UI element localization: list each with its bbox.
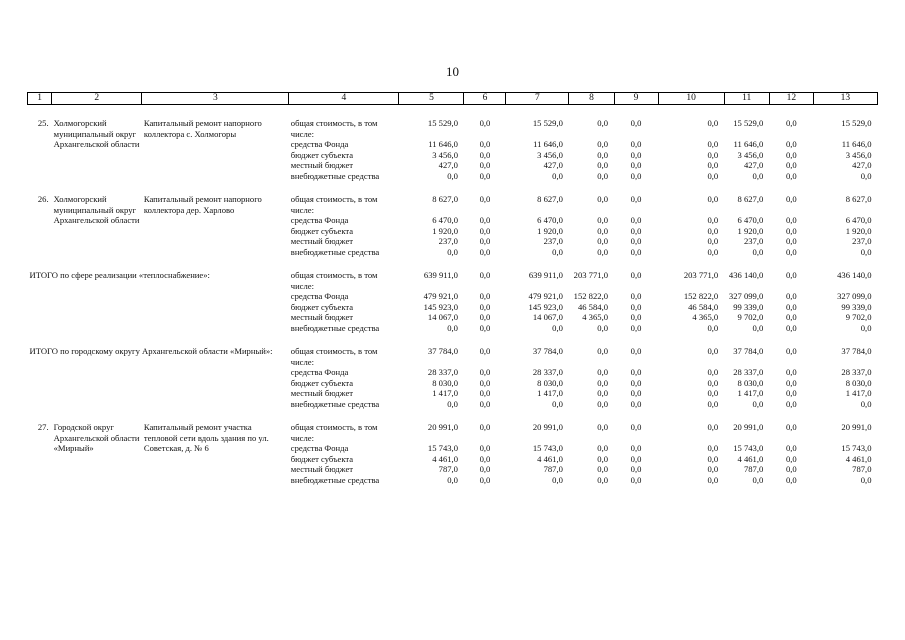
amount-cell: 37 784,0 bbox=[427, 346, 458, 356]
financing-table bbox=[27, 92, 878, 485]
amount-cell: 0,0 bbox=[752, 398, 764, 409]
subtotal-label: ИТОГО по городскому округу Архангельской области «Мирный»: bbox=[29, 346, 273, 356]
amount-cell: 0,0 bbox=[447, 474, 458, 485]
amount-cell: 0,0 bbox=[707, 422, 719, 432]
amount-cell: 0,0 bbox=[597, 367, 609, 377]
funding-source-label: общая стоимость, в том числе: bbox=[290, 422, 378, 443]
amount-cell: 0,0 bbox=[707, 388, 719, 398]
amount-cell: 0,0 bbox=[552, 246, 563, 257]
funding-source-label: средства Фонда bbox=[290, 291, 349, 301]
amount-cell: 0,0 bbox=[630, 118, 642, 128]
amount-cell: 0,0 bbox=[479, 422, 491, 432]
amount-cell: 28 337,0 bbox=[532, 367, 563, 377]
spacer-row bbox=[28, 409, 878, 422]
group-first-row bbox=[28, 346, 878, 367]
amount-cell: 1 920,0 bbox=[737, 225, 764, 236]
amount-cell: 0,0 bbox=[630, 377, 642, 388]
amount-cell: 145 923,0 bbox=[423, 301, 458, 312]
amount-cell: 11 646,0 bbox=[428, 139, 458, 149]
spacer-row bbox=[28, 105, 878, 119]
amount-cell: 0,0 bbox=[707, 225, 719, 236]
amount-cell: 0,0 bbox=[552, 474, 563, 485]
amount-cell: 0,0 bbox=[785, 170, 797, 181]
amount-cell: 0,0 bbox=[479, 160, 491, 170]
amount-cell: 0,0 bbox=[447, 322, 458, 333]
funding-source-label: местный бюджет bbox=[290, 160, 354, 170]
amount-cell: 11 646,0 bbox=[533, 139, 563, 149]
amount-cell: 6 470,0 bbox=[537, 215, 563, 225]
amount-cell: 0,0 bbox=[552, 322, 563, 333]
amount-cell: 0,0 bbox=[707, 453, 719, 464]
amount-cell: 0,0 bbox=[785, 160, 797, 170]
amount-cell: 436 140,0 bbox=[728, 270, 764, 280]
amount-cell: 46 584,0 bbox=[688, 301, 719, 312]
amount-cell: 0,0 bbox=[630, 246, 642, 257]
column-header: 4 bbox=[289, 93, 399, 105]
amount-cell: 46 584,0 bbox=[577, 301, 609, 312]
amount-cell: 0,0 bbox=[860, 246, 872, 257]
amount-cell: 0,0 bbox=[707, 367, 719, 377]
amount-cell: 1 920,0 bbox=[432, 225, 458, 236]
spacer-cell bbox=[28, 105, 878, 119]
funding-source-label: общая стоимость, в том числе: bbox=[290, 270, 378, 291]
recipient-name: Холмогорский муниципальный округ Архангельской области bbox=[53, 118, 140, 149]
amount-cell: 0,0 bbox=[630, 270, 642, 280]
amount-cell: 20 991,0 bbox=[841, 422, 872, 432]
amount-cell: 0,0 bbox=[479, 398, 491, 409]
amount-cell: 0,0 bbox=[630, 225, 642, 236]
spacer-cell bbox=[28, 409, 878, 422]
amount-cell: 37 784,0 bbox=[532, 346, 563, 356]
amount-cell: 0,0 bbox=[785, 346, 797, 356]
amount-cell: 1 920,0 bbox=[845, 225, 872, 236]
amount-cell: 0,0 bbox=[785, 236, 797, 246]
amount-cell: 3 456,0 bbox=[537, 149, 563, 160]
funding-source-label: внебюджетные средства bbox=[290, 170, 380, 181]
funding-source-label: внебюджетные средства bbox=[290, 474, 380, 485]
amount-cell: 0,0 bbox=[630, 291, 642, 301]
amount-cell: 0,0 bbox=[785, 422, 797, 432]
amount-cell: 145 923,0 bbox=[528, 301, 563, 312]
amount-cell: 28 337,0 bbox=[427, 367, 458, 377]
amount-cell: 99 339,0 bbox=[841, 301, 872, 312]
amount-cell: 0,0 bbox=[597, 246, 609, 257]
amount-cell: 11 646,0 bbox=[841, 139, 872, 149]
amount-cell: 0,0 bbox=[479, 215, 491, 225]
amount-cell: 37 784,0 bbox=[733, 346, 764, 356]
funding-source-label: местный бюджет bbox=[290, 464, 354, 474]
spacer-cell bbox=[28, 181, 878, 194]
amount-cell: 0,0 bbox=[785, 453, 797, 464]
amount-cell: 0,0 bbox=[597, 422, 609, 432]
amount-cell: 3 456,0 bbox=[432, 149, 458, 160]
amount-cell: 20 991,0 bbox=[532, 422, 563, 432]
amount-cell: 0,0 bbox=[630, 139, 642, 149]
column-header: 13 bbox=[813, 93, 877, 105]
amount-cell: 14 067,0 bbox=[427, 312, 458, 322]
amount-cell: 0,0 bbox=[552, 398, 563, 409]
amount-cell: 0,0 bbox=[630, 194, 642, 204]
amount-cell: 0,0 bbox=[597, 443, 609, 453]
amount-cell: 0,0 bbox=[597, 236, 609, 246]
amount-cell: 787,0 bbox=[743, 464, 764, 474]
amount-cell: 0,0 bbox=[785, 194, 797, 204]
spacer-cell bbox=[28, 257, 878, 270]
amount-cell: 99 339,0 bbox=[733, 301, 764, 312]
amount-cell: 0,0 bbox=[707, 346, 719, 356]
amount-cell: 3 456,0 bbox=[737, 149, 764, 160]
funding-source-label: бюджет субъекта bbox=[290, 149, 354, 160]
spacer-row bbox=[28, 333, 878, 346]
column-header: 1 bbox=[28, 93, 52, 105]
funding-source-label: бюджет субъекта bbox=[290, 301, 354, 312]
amount-cell: 9 702,0 bbox=[845, 312, 872, 322]
amount-cell: 0,0 bbox=[707, 443, 719, 453]
amount-cell: 0,0 bbox=[785, 139, 797, 149]
column-header: 10 bbox=[658, 93, 724, 105]
funding-source-label: внебюджетные средства bbox=[290, 246, 380, 257]
amount-cell: 0,0 bbox=[707, 139, 719, 149]
amount-cell: 0,0 bbox=[752, 322, 764, 333]
funding-source-label: бюджет субъекта bbox=[290, 453, 354, 464]
amount-cell: 0,0 bbox=[479, 225, 491, 236]
amount-cell: 0,0 bbox=[860, 398, 872, 409]
amount-cell: 0,0 bbox=[707, 194, 719, 204]
amount-cell: 237,0 bbox=[852, 236, 872, 246]
amount-cell: 479 921,0 bbox=[423, 291, 458, 301]
amount-cell: 14 067,0 bbox=[532, 312, 563, 322]
amount-cell: 0,0 bbox=[630, 422, 642, 432]
amount-cell: 0,0 bbox=[707, 215, 719, 225]
amount-cell: 0,0 bbox=[597, 377, 609, 388]
amount-cell: 0,0 bbox=[597, 453, 609, 464]
amount-cell: 639 911,0 bbox=[528, 270, 563, 280]
amount-cell: 0,0 bbox=[479, 464, 491, 474]
amount-cell: 0,0 bbox=[630, 322, 642, 333]
amount-cell: 327 099,0 bbox=[837, 291, 872, 301]
amount-cell: 1 920,0 bbox=[537, 225, 563, 236]
amount-cell: 427,0 bbox=[743, 160, 764, 170]
column-header: 3 bbox=[142, 93, 289, 105]
amount-cell: 0,0 bbox=[447, 170, 458, 181]
column-header: 5 bbox=[399, 93, 464, 105]
amount-cell: 15 529,0 bbox=[733, 118, 764, 128]
amount-cell: 8 030,0 bbox=[432, 377, 458, 388]
group-first-row bbox=[28, 194, 878, 215]
amount-cell: 0,0 bbox=[630, 464, 642, 474]
funding-source-label: общая стоимость, в том числе: bbox=[290, 346, 378, 367]
amount-cell: 0,0 bbox=[785, 322, 797, 333]
amount-cell: 0,0 bbox=[707, 160, 719, 170]
amount-cell: 1 417,0 bbox=[537, 388, 563, 398]
amount-cell: 4 461,0 bbox=[537, 453, 563, 464]
amount-cell: 0,0 bbox=[752, 246, 764, 257]
amount-cell: 152 822,0 bbox=[683, 291, 719, 301]
amount-cell: 0,0 bbox=[630, 453, 642, 464]
amount-cell: 4 365,0 bbox=[692, 312, 719, 322]
work-description: Капитальный ремонт участка тепловой сети вдоль здания по ул. Советская, д. № 6 bbox=[143, 422, 269, 453]
amount-cell: 15 743,0 bbox=[427, 443, 458, 453]
table-body bbox=[28, 105, 878, 486]
amount-cell: 237,0 bbox=[543, 236, 563, 246]
amount-cell: 203 771,0 bbox=[573, 270, 609, 280]
amount-cell: 0,0 bbox=[479, 367, 491, 377]
amount-cell: 0,0 bbox=[479, 118, 491, 128]
amount-cell: 427,0 bbox=[543, 160, 563, 170]
amount-cell: 1 417,0 bbox=[737, 388, 764, 398]
amount-cell: 0,0 bbox=[785, 149, 797, 160]
amount-cell: 0,0 bbox=[785, 312, 797, 322]
amount-cell: 8 030,0 bbox=[537, 377, 563, 388]
amount-cell: 9 702,0 bbox=[737, 312, 764, 322]
amount-cell: 0,0 bbox=[785, 398, 797, 409]
amount-cell: 327 099,0 bbox=[728, 291, 764, 301]
amount-cell: 20 991,0 bbox=[427, 422, 458, 432]
amount-cell: 787,0 bbox=[543, 464, 563, 474]
amount-cell: 0,0 bbox=[597, 118, 609, 128]
amount-cell: 15 529,0 bbox=[532, 118, 563, 128]
amount-cell: 0,0 bbox=[785, 377, 797, 388]
amount-cell: 0,0 bbox=[479, 377, 491, 388]
amount-cell: 0,0 bbox=[630, 474, 642, 485]
funding-source-label: общая стоимость, в том числе: bbox=[290, 194, 378, 215]
amount-cell: 0,0 bbox=[630, 346, 642, 356]
amount-cell: 11 646,0 bbox=[733, 139, 764, 149]
amount-cell: 0,0 bbox=[479, 346, 491, 356]
amount-cell: 0,0 bbox=[707, 398, 719, 409]
amount-cell: 0,0 bbox=[752, 170, 764, 181]
work-description: Капитальный ремонт напорного коллектора с. Холмогоры bbox=[143, 118, 262, 139]
amount-cell: 8 030,0 bbox=[737, 377, 764, 388]
funding-source-label: внебюджетные средства bbox=[290, 322, 380, 333]
amount-cell: 0,0 bbox=[630, 367, 642, 377]
amount-cell: 6 470,0 bbox=[737, 215, 764, 225]
amount-cell: 0,0 bbox=[785, 246, 797, 257]
amount-cell: 15 743,0 bbox=[532, 443, 563, 453]
amount-cell: 0,0 bbox=[707, 377, 719, 388]
amount-cell: 427,0 bbox=[852, 160, 872, 170]
amount-cell: 0,0 bbox=[597, 398, 609, 409]
amount-cell: 0,0 bbox=[597, 225, 609, 236]
funding-source-label: внебюджетные средства bbox=[290, 398, 380, 409]
amount-cell: 0,0 bbox=[479, 474, 491, 485]
amount-cell: 0,0 bbox=[785, 118, 797, 128]
amount-cell: 4 461,0 bbox=[845, 453, 872, 464]
group-first-row bbox=[28, 118, 878, 139]
amount-cell: 3 456,0 bbox=[845, 149, 872, 160]
amount-cell: 0,0 bbox=[479, 270, 491, 280]
amount-cell: 0,0 bbox=[597, 474, 609, 485]
amount-cell: 0,0 bbox=[707, 464, 719, 474]
amount-cell: 28 337,0 bbox=[733, 367, 764, 377]
amount-cell: 0,0 bbox=[630, 443, 642, 453]
amount-cell: 639 911,0 bbox=[423, 270, 458, 280]
amount-cell: 4 365,0 bbox=[582, 312, 609, 322]
amount-cell: 37 784,0 bbox=[841, 346, 872, 356]
spacer-cell bbox=[28, 333, 878, 346]
amount-cell: 0,0 bbox=[630, 388, 642, 398]
amount-cell: 0,0 bbox=[597, 464, 609, 474]
amount-cell: 0,0 bbox=[785, 443, 797, 453]
amount-cell: 0,0 bbox=[479, 312, 491, 322]
column-header: 12 bbox=[769, 93, 813, 105]
amount-cell: 0,0 bbox=[479, 443, 491, 453]
amount-cell: 15 529,0 bbox=[841, 118, 872, 128]
amount-cell: 6 470,0 bbox=[432, 215, 458, 225]
item-number: 25. bbox=[37, 118, 49, 128]
amount-cell: 0,0 bbox=[479, 388, 491, 398]
amount-cell: 0,0 bbox=[752, 474, 764, 485]
amount-cell: 0,0 bbox=[479, 322, 491, 333]
funding-source-label: средства Фонда bbox=[290, 139, 349, 149]
amount-cell: 0,0 bbox=[479, 139, 491, 149]
amount-cell: 0,0 bbox=[785, 464, 797, 474]
amount-cell: 0,0 bbox=[630, 236, 642, 246]
amount-cell: 0,0 bbox=[707, 118, 719, 128]
amount-cell: 8 030,0 bbox=[845, 377, 872, 388]
column-header: 11 bbox=[724, 93, 769, 105]
column-header: 8 bbox=[569, 93, 614, 105]
amount-cell: 427,0 bbox=[438, 160, 458, 170]
amount-cell: 0,0 bbox=[630, 149, 642, 160]
subtotal-label: ИТОГО по сфере реализации «теплоснабжение»: bbox=[29, 270, 210, 280]
funding-source-label: бюджет субъекта bbox=[290, 377, 354, 388]
amount-cell: 0,0 bbox=[447, 398, 458, 409]
amount-cell: 0,0 bbox=[630, 170, 642, 181]
amount-cell: 152 822,0 bbox=[573, 291, 609, 301]
amount-cell: 0,0 bbox=[707, 170, 719, 181]
amount-cell: 4 461,0 bbox=[737, 453, 764, 464]
amount-cell: 0,0 bbox=[707, 474, 719, 485]
column-header: 9 bbox=[614, 93, 658, 105]
amount-cell: 0,0 bbox=[785, 301, 797, 312]
funding-source-label: средства Фонда bbox=[290, 443, 349, 453]
funding-source-label: общая стоимость, в том числе: bbox=[290, 118, 378, 139]
funding-source-label: бюджет субъекта bbox=[290, 225, 354, 236]
amount-cell: 15 743,0 bbox=[733, 443, 764, 453]
column-header: 2 bbox=[52, 93, 142, 105]
amount-cell: 0,0 bbox=[785, 215, 797, 225]
funding-source-label: средства Фонда bbox=[290, 367, 349, 377]
recipient-name: Холмогорский муниципальный округ Архангельской области bbox=[53, 194, 140, 225]
amount-cell: 0,0 bbox=[479, 301, 491, 312]
amount-cell: 0,0 bbox=[707, 322, 719, 333]
amount-cell: 436 140,0 bbox=[837, 270, 872, 280]
amount-cell: 0,0 bbox=[597, 139, 609, 149]
amount-cell: 0,0 bbox=[785, 474, 797, 485]
amount-cell: 20 991,0 bbox=[733, 422, 764, 432]
amount-cell: 0,0 bbox=[707, 149, 719, 160]
amount-cell: 8 627,0 bbox=[537, 194, 563, 204]
amount-cell: 0,0 bbox=[479, 170, 491, 181]
amount-cell: 15 529,0 bbox=[427, 118, 458, 128]
amount-cell: 0,0 bbox=[785, 270, 797, 280]
amount-cell: 0,0 bbox=[597, 346, 609, 356]
amount-cell: 0,0 bbox=[479, 246, 491, 257]
amount-cell: 0,0 bbox=[597, 149, 609, 160]
column-header: 6 bbox=[464, 93, 506, 105]
amount-cell: 0,0 bbox=[860, 170, 872, 181]
amount-cell: 203 771,0 bbox=[683, 270, 719, 280]
amount-cell: 0,0 bbox=[552, 170, 563, 181]
funding-source-label: местный бюджет bbox=[290, 236, 354, 246]
amount-cell: 0,0 bbox=[785, 388, 797, 398]
amount-cell: 0,0 bbox=[630, 398, 642, 409]
amount-cell: 0,0 bbox=[479, 194, 491, 204]
amount-cell: 0,0 bbox=[597, 322, 609, 333]
amount-cell: 0,0 bbox=[479, 236, 491, 246]
amount-cell: 4 461,0 bbox=[432, 453, 458, 464]
amount-cell: 0,0 bbox=[479, 291, 491, 301]
amount-cell: 787,0 bbox=[852, 464, 872, 474]
amount-cell: 0,0 bbox=[479, 453, 491, 464]
column-number-row bbox=[28, 93, 878, 105]
page-number: 10 bbox=[446, 64, 459, 79]
amount-cell: 15 743,0 bbox=[841, 443, 872, 453]
amount-cell: 0,0 bbox=[447, 246, 458, 257]
amount-cell: 6 470,0 bbox=[845, 215, 872, 225]
funding-source-label: местный бюджет bbox=[290, 312, 354, 322]
amount-cell: 0,0 bbox=[597, 388, 609, 398]
amount-cell: 237,0 bbox=[438, 236, 458, 246]
amount-cell: 0,0 bbox=[785, 367, 797, 377]
group-first-row bbox=[28, 422, 878, 443]
recipient-name: Городской округ Архангельской области «Мирный» bbox=[53, 422, 140, 453]
amount-cell: 0,0 bbox=[785, 225, 797, 236]
amount-cell: 0,0 bbox=[630, 301, 642, 312]
funding-source-label: местный бюджет bbox=[290, 388, 354, 398]
group-first-row bbox=[28, 270, 878, 291]
amount-cell: 787,0 bbox=[438, 464, 458, 474]
amount-cell: 0,0 bbox=[860, 322, 872, 333]
amount-cell: 0,0 bbox=[597, 160, 609, 170]
amount-cell: 479 921,0 bbox=[528, 291, 563, 301]
amount-cell: 237,0 bbox=[743, 236, 764, 246]
amount-cell: 0,0 bbox=[785, 291, 797, 301]
amount-cell: 0,0 bbox=[860, 474, 872, 485]
amount-cell: 8 627,0 bbox=[737, 194, 764, 204]
spacer-row bbox=[28, 181, 878, 194]
amount-cell: 28 337,0 bbox=[841, 367, 872, 377]
amount-cell: 1 417,0 bbox=[432, 388, 458, 398]
funding-source-label: средства Фонда bbox=[290, 215, 349, 225]
item-number: 27. bbox=[37, 422, 49, 432]
spacer-row bbox=[28, 257, 878, 270]
amount-cell: 0,0 bbox=[707, 236, 719, 246]
amount-cell: 0,0 bbox=[630, 312, 642, 322]
item-number: 26. bbox=[37, 194, 49, 204]
amount-cell: 8 627,0 bbox=[432, 194, 458, 204]
amount-cell: 0,0 bbox=[630, 215, 642, 225]
amount-cell: 0,0 bbox=[597, 194, 609, 204]
amount-cell: 0,0 bbox=[597, 170, 609, 181]
amount-cell: 0,0 bbox=[479, 149, 491, 160]
amount-cell: 0,0 bbox=[597, 215, 609, 225]
work-description: Капитальный ремонт напорного коллектора дер. Харлово bbox=[143, 194, 262, 215]
amount-cell: 8 627,0 bbox=[845, 194, 872, 204]
amount-cell: 1 417,0 bbox=[845, 388, 872, 398]
column-header: 7 bbox=[506, 93, 569, 105]
amount-cell: 0,0 bbox=[707, 246, 719, 257]
amount-cell: 0,0 bbox=[630, 160, 642, 170]
